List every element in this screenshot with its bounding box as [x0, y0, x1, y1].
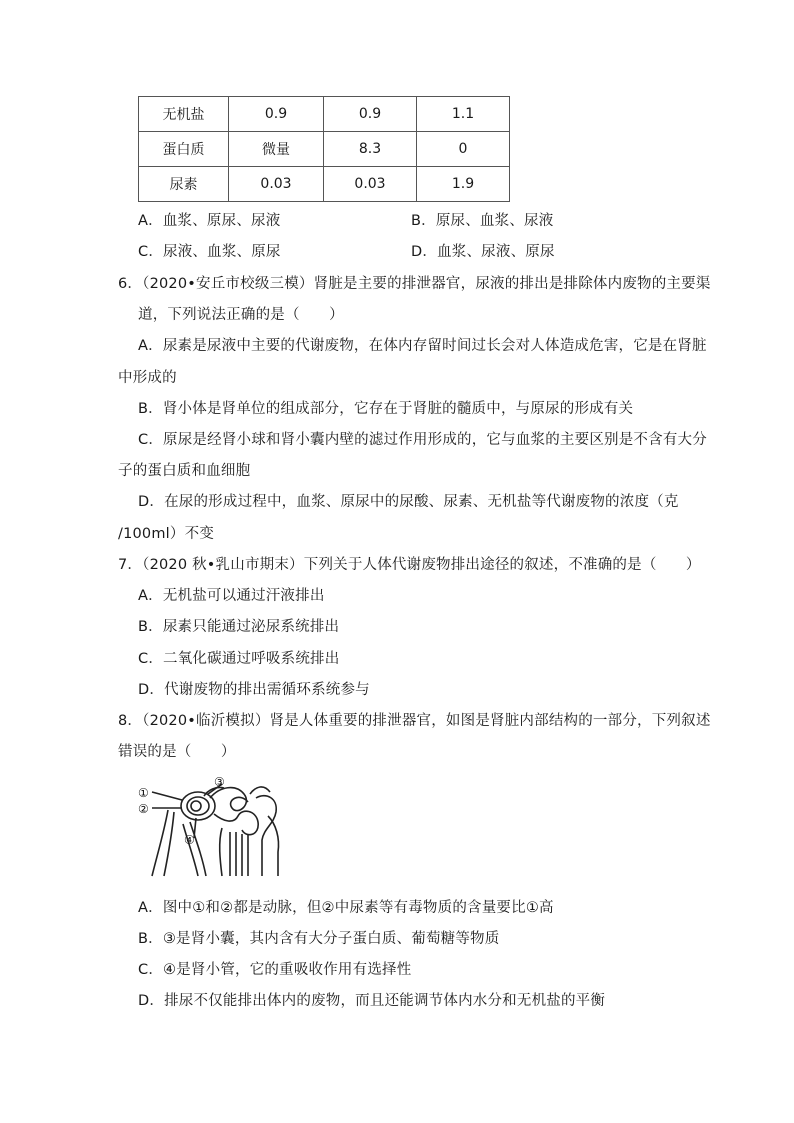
table-row [139, 97, 510, 132]
figure-label-4: ④ [184, 833, 195, 847]
nephron-figure [138, 772, 288, 877]
q5-option-b: B．原尿、血浆、尿液 [411, 213, 554, 229]
q8-option-c: C．④是肾小管，它的重吸收作用有选择性 [138, 962, 412, 978]
q6-option-c-line-2: 子的蛋白质和血细胞 [118, 463, 251, 479]
q6-stem-line-2: 道，下列说法正确的是（ ） [138, 307, 344, 323]
q5-option-a: A．血浆、原尿、尿液 [138, 213, 281, 229]
q6-option-b: B．肾小体是肾单位的组成部分，它存在于肾脏的髓质中，与原尿的形成有关 [138, 401, 634, 417]
q5-option-d: D．血浆、尿液、原尿 [411, 244, 555, 260]
figure-label-2: ② [138, 802, 149, 816]
table-cell: 0.03 [229, 167, 324, 202]
q6-option-d-line-1: D．在尿的形成过程中，血浆、原尿中的尿酸、尿素、无机盐等代谢废物的浓度（克 [138, 494, 679, 510]
q8-stem-line-1: 8．（2020•临沂模拟）肾是人体重要的排泄器官，如图是肾脏内部结构的一部分，下列叙述 [118, 713, 711, 729]
q6-stem-line-1: 6．（2020•安丘市校级三模）肾脏是主要的排泄器官，尿液的排出是排除体内废物的主要渠 [118, 276, 711, 292]
table-cell: 尿素 [139, 167, 229, 202]
q7-option-a: A．无机盐可以通过汗液排出 [138, 588, 325, 604]
q7-stem: 7．（2020 秋•乳山市期末）下列关于人体代谢废物排出途径的叙述，不准确的是（ ） [118, 557, 701, 573]
q8-option-d: D．排尿不仅能排出体内的废物，而且还能调节体内水分和无机盐的平衡 [138, 993, 606, 1009]
table-row [139, 132, 510, 167]
q8-stem-line-2: 错误的是（ ） [118, 744, 236, 760]
q6-option-d-line-2: /100ml）不变 [118, 526, 215, 542]
data-table [138, 96, 510, 202]
table-cell: 1.1 [417, 97, 510, 132]
table-cell: 0.9 [324, 97, 417, 132]
q8-option-a: A．图中①和②都是动脉，但②中尿素等有毒物质的含量要比①高 [138, 900, 554, 916]
table-cell: 0.9 [229, 97, 324, 132]
table-cell: 0 [417, 132, 510, 167]
table-row [139, 167, 510, 202]
table-cell: 8.3 [324, 132, 417, 167]
table-cell: 1.9 [417, 167, 510, 202]
q6-option-a-line-1: A．尿素是尿液中主要的代谢废物，在体内存留时间过长会对人体造成危害，它是在肾脏 [138, 338, 707, 354]
q6-option-c-line-1: C．原尿是经肾小球和肾小囊内壁的滤过作用形成的，它与血浆的主要区别是不含有大分 [138, 432, 707, 448]
table-cell: 0.03 [324, 167, 417, 202]
figure-label-1: ① [138, 786, 149, 800]
figure-label-3: ③ [214, 775, 225, 789]
q5-option-c: C．尿液、血浆、原尿 [138, 244, 281, 260]
table-cell: 无机盐 [139, 97, 229, 132]
table-cell: 蛋白质 [139, 132, 229, 167]
table-cell: 微量 [229, 132, 324, 167]
q6-option-a-line-2: 中形成的 [118, 370, 177, 386]
q7-option-b: B．尿素只能通过泌尿系统排出 [138, 619, 340, 635]
q7-option-c: C．二氧化碳通过呼吸系统排出 [138, 651, 340, 667]
q8-option-b: B．③是肾小囊，其内含有大分子蛋白质、葡萄糖等物质 [138, 931, 500, 947]
q7-option-d: D．代谢废物的排出需循环系统参与 [138, 682, 370, 698]
